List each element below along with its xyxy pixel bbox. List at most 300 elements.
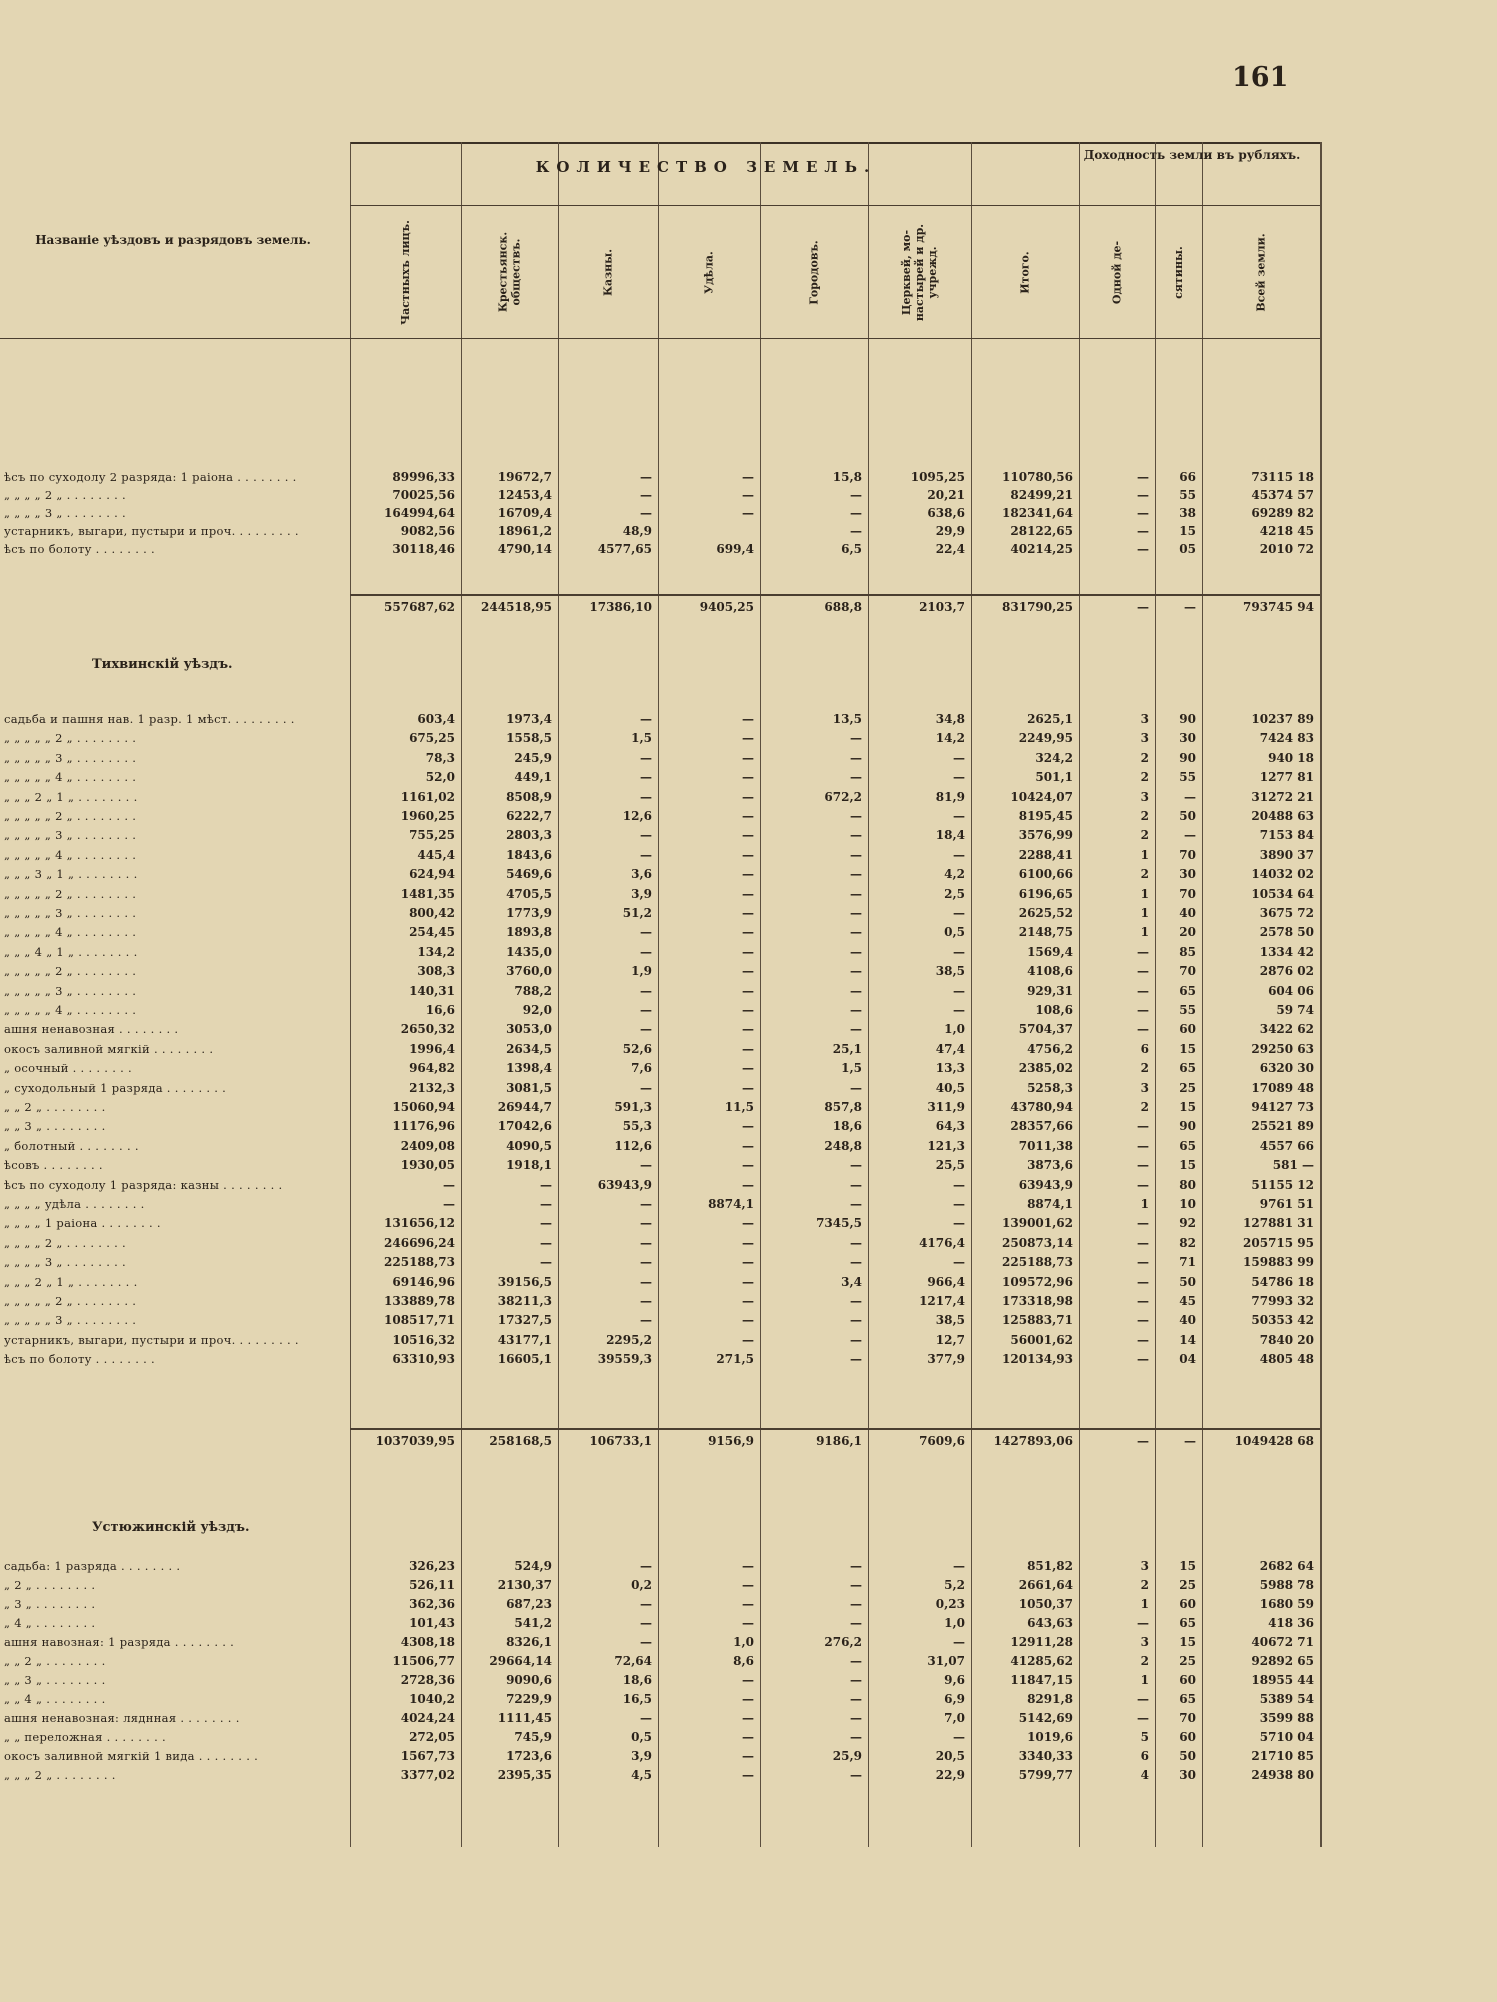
- row-value: 43177,1: [497, 1332, 552, 1347]
- row-value: 164994,64: [384, 506, 455, 520]
- row-value: —: [640, 1294, 652, 1308]
- row-value: 3: [1140, 712, 1149, 726]
- row-value: 449,1: [514, 770, 552, 785]
- row-value: 52,0: [425, 770, 455, 785]
- row-value: —: [850, 964, 862, 979]
- column-header: [1155, 208, 1202, 336]
- header-bottom-rule: [0, 338, 1320, 339]
- row-value: 745,9: [514, 1730, 552, 1744]
- row-value: 22,4: [935, 542, 965, 556]
- row-value: 38: [1179, 506, 1196, 520]
- row-value: —: [850, 1332, 862, 1347]
- table-row: [0, 1195, 1497, 1213]
- row-value: —: [850, 1003, 862, 1017]
- row-value: 28357,66: [1010, 1119, 1073, 1134]
- row-value: 2148,75: [1018, 925, 1073, 940]
- row-value: 624,94: [409, 867, 455, 882]
- row-value: —: [742, 750, 754, 765]
- row-value: 7229,9: [506, 1692, 552, 1706]
- row-value: 2130,37: [497, 1578, 552, 1592]
- column-header: [658, 208, 760, 336]
- row-value: —: [1137, 1216, 1149, 1231]
- row-value: 69289 82: [1251, 506, 1314, 520]
- row-value: 15: [1179, 1100, 1196, 1114]
- row-value: 699,4: [716, 542, 754, 556]
- row-value: —: [742, 1274, 754, 1289]
- row-label: „ 2 „ . . . . . . . .: [4, 1578, 96, 1592]
- row-value: 1960,25: [400, 809, 455, 823]
- row-value: 70: [1179, 886, 1196, 901]
- row-value: 445,4: [417, 847, 455, 862]
- row-value: 110780,56: [1002, 470, 1073, 484]
- row-value: 326,23: [409, 1559, 455, 1573]
- row-value: —: [953, 1216, 965, 1231]
- row-value: 1: [1140, 925, 1149, 940]
- row-value: 4,2: [944, 867, 965, 882]
- row-value: —: [742, 789, 754, 804]
- row-label: окосъ заливной мягкій . . . . . . . .: [4, 1041, 214, 1056]
- row-value: —: [850, 1294, 862, 1308]
- row-value: 1,9: [631, 964, 652, 979]
- row-label: „ „ „ „ 1 раіона . . . . . . . .: [4, 1216, 161, 1231]
- row-value: 581 —: [1272, 1158, 1314, 1173]
- row-value: —: [640, 1635, 652, 1649]
- row-value: 1019,6: [1027, 1730, 1073, 1744]
- column-header: [461, 208, 558, 336]
- row-value: 1996,4: [409, 1041, 455, 1056]
- row-value: 0,23: [935, 1597, 965, 1611]
- row-value: —: [1137, 1352, 1149, 1367]
- row-value: 9090,6: [506, 1673, 552, 1687]
- row-value: 6100,66: [1018, 867, 1073, 882]
- column-header-label: сятины.: [1172, 245, 1185, 299]
- table-row: [0, 1614, 1497, 1632]
- row-value: —: [953, 1559, 965, 1573]
- row-value: 38,5: [935, 964, 965, 979]
- row-value: 3340,33: [1018, 1749, 1073, 1763]
- row-value: —: [742, 1041, 754, 1056]
- table-row: [0, 1253, 1497, 1271]
- row-value: —: [1137, 983, 1149, 998]
- row-label: окосъ заливной мягкій 1 вида . . . . . . . .: [4, 1749, 259, 1763]
- row-label: „ „ 2 „ . . . . . . . .: [4, 1654, 106, 1668]
- row-value: 250873,14: [1002, 1235, 1073, 1250]
- row-value: 4: [1140, 1768, 1149, 1782]
- row-value: 2: [1140, 809, 1149, 823]
- row-value: 13,5: [832, 712, 862, 726]
- row-value: 501,1: [1035, 770, 1073, 785]
- row-value: 1,0: [944, 1022, 965, 1037]
- row-value: 3: [1140, 1635, 1149, 1649]
- column-header-label: Одной де-: [1110, 240, 1124, 304]
- row-value: 82499,21: [1010, 488, 1073, 502]
- table-row: [0, 885, 1497, 903]
- row-value: —: [443, 1197, 455, 1211]
- row-value: 1: [1140, 1197, 1149, 1211]
- row-value: 60: [1179, 1730, 1196, 1744]
- row-value: —: [640, 1711, 652, 1725]
- row-value: 9082,56: [400, 524, 455, 538]
- row-value: —: [953, 847, 965, 862]
- row-value: 1843,6: [506, 847, 552, 862]
- row-value: 929,31: [1027, 983, 1073, 998]
- row-value: 271,5: [716, 1352, 754, 1367]
- row-value: —: [640, 1255, 652, 1270]
- row-value: 139001,62: [1002, 1216, 1073, 1231]
- row-value: —: [1137, 1616, 1149, 1630]
- row-value: —: [1137, 542, 1149, 556]
- row-value: 2: [1140, 1654, 1149, 1668]
- row-value: 3: [1140, 1080, 1149, 1095]
- row-value: —: [640, 828, 652, 843]
- row-value: —: [640, 1313, 652, 1328]
- row-value: 2625,52: [1018, 906, 1073, 920]
- row-value: 4577,65: [597, 542, 652, 556]
- row-value: 50353 42: [1251, 1313, 1314, 1328]
- row-value: 244518,95: [481, 600, 552, 614]
- row-value: 10: [1179, 1197, 1196, 1211]
- row-value: 15,8: [832, 470, 862, 484]
- row-value: 2,5: [944, 886, 965, 901]
- row-value: —: [742, 1235, 754, 1250]
- row-value: —: [1137, 506, 1149, 520]
- row-label: „ 3 „ . . . . . . . .: [4, 1597, 96, 1611]
- row-value: 6222,7: [506, 809, 552, 823]
- row-value: 643,63: [1027, 1616, 1073, 1630]
- row-label: ѣсовъ . . . . . . . .: [4, 1158, 103, 1173]
- row-value: 19672,7: [497, 470, 552, 484]
- row-value: 1334 42: [1259, 944, 1314, 959]
- row-label: „ суходольный 1 разряда . . . . . . . .: [4, 1080, 227, 1095]
- table-row: [0, 468, 1497, 486]
- column-header-label: Церквей, мо-настырей и др. учрежд.: [900, 223, 939, 321]
- row-value: 10516,32: [392, 1332, 455, 1347]
- row-value: 2103,7: [919, 600, 965, 614]
- row-value: 687,23: [506, 1597, 552, 1611]
- column-header: [1202, 208, 1320, 336]
- row-value: 788,2: [514, 983, 552, 998]
- row-value: 22,9: [935, 1768, 965, 1782]
- row-label: ѣсъ по болоту . . . . . . . .: [4, 1352, 155, 1367]
- row-value: —: [850, 1177, 862, 1192]
- row-value: —: [1137, 1119, 1149, 1134]
- row-value: 2661,64: [1018, 1578, 1073, 1592]
- row-value: —: [640, 983, 652, 998]
- header-land-income: Доходность земли въ рубляхъ.: [1083, 148, 1301, 162]
- row-value: 1435,0: [506, 944, 552, 959]
- row-value: 7424 83: [1259, 731, 1314, 746]
- row-value: —: [742, 1313, 754, 1328]
- row-value: 1569,4: [1027, 944, 1073, 959]
- row-label: „ болотный . . . . . . . .: [4, 1138, 139, 1153]
- row-value: 857,8: [824, 1100, 862, 1114]
- row-value: —: [850, 886, 862, 901]
- row-value: —: [1137, 1692, 1149, 1706]
- row-value: 4108,6: [1027, 964, 1073, 979]
- row-value: 15: [1179, 1635, 1196, 1649]
- row-value: —: [742, 731, 754, 746]
- row-value: 51155 12: [1251, 1177, 1314, 1192]
- row-value: 59 74: [1276, 1003, 1314, 1017]
- row-value: 31,07: [927, 1654, 965, 1668]
- row-value: 25: [1179, 1080, 1196, 1095]
- row-value: —: [953, 1197, 965, 1211]
- row-value: —: [850, 750, 862, 765]
- table-row: [0, 1156, 1497, 1174]
- row-value: —: [742, 983, 754, 998]
- row-value: 1723,6: [506, 1749, 552, 1763]
- row-value: 20488 63: [1251, 809, 1314, 823]
- row-label: „ „ „ „ „ 4 „ . . . . . . . .: [4, 1003, 137, 1017]
- row-value: 109572,96: [1002, 1274, 1073, 1289]
- row-value: —: [742, 1711, 754, 1725]
- table-row: [0, 729, 1497, 747]
- row-value: 3760,0: [506, 964, 552, 979]
- row-value: —: [540, 1197, 552, 1211]
- row-label: „ „ „ 2 „ 1 „ . . . . . . . .: [4, 789, 138, 804]
- row-value: 77993 32: [1251, 1294, 1314, 1308]
- row-value: 2682 64: [1259, 1559, 1314, 1573]
- row-value: 4218 45: [1259, 524, 1314, 538]
- row-value: 258168,5: [489, 1434, 552, 1448]
- row-value: 65: [1179, 1692, 1196, 1706]
- row-value: 1,0: [944, 1616, 965, 1630]
- row-value: 2288,41: [1018, 847, 1073, 862]
- row-value: 16709,4: [497, 506, 552, 520]
- row-value: 11,5: [724, 1100, 754, 1114]
- row-value: 63943,9: [1018, 1177, 1073, 1192]
- row-value: 4805 48: [1259, 1352, 1314, 1367]
- row-value: —: [640, 506, 652, 520]
- row-value: 6,9: [944, 1692, 965, 1706]
- row-label: „ „ „ „ 3 „ . . . . . . . .: [4, 1255, 126, 1270]
- row-value: —: [850, 1768, 862, 1782]
- row-value: 48,9: [622, 524, 652, 538]
- row-value: —: [742, 488, 754, 502]
- row-value: 3675 72: [1259, 906, 1314, 920]
- row-value: —: [850, 1654, 862, 1668]
- row-value: —: [850, 1022, 862, 1037]
- row-value: 4,5: [631, 1768, 652, 1782]
- row-value: 8508,9: [506, 789, 552, 804]
- row-value: 6: [1140, 1749, 1149, 1763]
- row-value: 41285,62: [1010, 1654, 1073, 1668]
- row-value: —: [742, 1332, 754, 1347]
- row-value: 0,5: [944, 925, 965, 940]
- row-value: 3599 88: [1259, 1711, 1314, 1725]
- row-value: —: [953, 1177, 965, 1192]
- row-value: —: [1184, 1434, 1196, 1448]
- row-value: —: [850, 1597, 862, 1611]
- row-value: —: [640, 1616, 652, 1630]
- row-value: 4705,5: [506, 886, 552, 901]
- row-value: —: [742, 1730, 754, 1744]
- row-value: —: [640, 470, 652, 484]
- row-value: —: [640, 847, 652, 862]
- row-value: 8874,1: [1027, 1197, 1073, 1211]
- row-value: 56001,62: [1010, 1332, 1073, 1347]
- row-value: 29664,14: [489, 1654, 552, 1668]
- row-value: 14032 02: [1251, 867, 1314, 882]
- row-value: —: [742, 944, 754, 959]
- row-value: —: [1137, 524, 1149, 538]
- row-label: „ „ „ „ „ 2 „ . . . . . . . .: [4, 1294, 137, 1308]
- row-value: —: [443, 1177, 455, 1192]
- table-row: [0, 943, 1497, 961]
- row-value: 63943,9: [597, 1177, 652, 1192]
- row-value: —: [953, 906, 965, 920]
- row-value: —: [953, 983, 965, 998]
- row-value: 5,2: [944, 1578, 965, 1592]
- row-value: —: [850, 506, 862, 520]
- row-value: —: [850, 1692, 862, 1706]
- row-value: 793745 94: [1243, 600, 1314, 614]
- row-value: 3053,0: [506, 1022, 552, 1037]
- row-value: 377,9: [927, 1352, 965, 1367]
- column-header: [760, 208, 868, 336]
- header-land-quantity: КОЛИЧЕСТВО ЗЕМЕЛЬ.: [535, 158, 877, 176]
- table-row: [0, 486, 1497, 504]
- row-value: 966,4: [927, 1274, 965, 1289]
- row-value: 15: [1179, 1158, 1196, 1173]
- row-label: „ 4 „ . . . . . . . .: [4, 1616, 96, 1630]
- row-value: 308,3: [417, 964, 455, 979]
- column-header: [350, 208, 461, 336]
- row-value: 755,25: [409, 828, 455, 843]
- row-value: 9,6: [944, 1673, 965, 1687]
- row-value: —: [742, 1768, 754, 1782]
- row-label: ашня ненавозная . . . . . . . .: [4, 1022, 179, 1037]
- row-value: 1567,73: [400, 1749, 455, 1763]
- table-row: [0, 923, 1497, 941]
- row-value: —: [742, 964, 754, 979]
- row-value: 2010 72: [1259, 542, 1314, 556]
- row-value: 5258,3: [1027, 1080, 1073, 1095]
- table-row: [0, 1709, 1497, 1727]
- row-value: 65: [1179, 1061, 1196, 1076]
- table-row: [0, 749, 1497, 767]
- row-value: 638,6: [927, 506, 965, 520]
- row-value: —: [640, 789, 652, 804]
- table-row: [0, 807, 1497, 825]
- row-value: 3,9: [631, 1749, 652, 1763]
- row-value: —: [953, 1635, 965, 1649]
- row-value: 8195,45: [1018, 809, 1073, 823]
- row-label: „ „ переложная . . . . . . . .: [4, 1730, 166, 1744]
- row-value: —: [742, 770, 754, 785]
- row-value: 18955 44: [1251, 1673, 1314, 1687]
- row-value: —: [850, 1197, 862, 1211]
- row-value: 1,5: [841, 1061, 862, 1076]
- row-value: 248,8: [824, 1138, 862, 1153]
- row-value: 120134,93: [1002, 1352, 1073, 1367]
- row-value: —: [953, 1003, 965, 1017]
- row-value: —: [742, 1749, 754, 1763]
- row-value: —: [850, 983, 862, 998]
- row-value: 5469,6: [506, 867, 552, 882]
- row-value: —: [640, 1022, 652, 1037]
- row-label: „ „ „ „ 2 „ . . . . . . . .: [4, 488, 126, 502]
- row-value: 29,9: [935, 524, 965, 538]
- row-value: 7,0: [944, 1711, 965, 1725]
- row-value: —: [640, 1235, 652, 1250]
- row-value: 182341,64: [1002, 506, 1073, 520]
- row-value: 92: [1179, 1216, 1196, 1231]
- table-row: [0, 1020, 1497, 1038]
- row-value: 7609,6: [919, 1434, 965, 1448]
- table-row: [0, 1176, 1497, 1194]
- section-title: Устюжинскій уѣздъ.: [92, 1520, 250, 1535]
- row-value: —: [640, 925, 652, 940]
- table-frame-top: [350, 142, 1320, 144]
- header-divider: [350, 205, 1320, 206]
- row-value: 15: [1179, 1041, 1196, 1056]
- row-value: 2409,08: [400, 1138, 455, 1153]
- row-value: 5: [1140, 1730, 1149, 1744]
- table-row: [0, 1595, 1497, 1613]
- table-row: [0, 540, 1497, 558]
- row-label: „ „ „ „ 2 „ . . . . . . . .: [4, 1235, 126, 1250]
- row-value: 15: [1179, 524, 1196, 538]
- row-value: —: [742, 1119, 754, 1134]
- row-value: 246696,24: [384, 1235, 455, 1250]
- row-value: —: [850, 1730, 862, 1744]
- row-value: 2625,1: [1027, 712, 1073, 726]
- row-label: „ „ „ „ „ 3 „ . . . . . . . .: [4, 983, 137, 998]
- row-label: „ „ 4 „ . . . . . . . .: [4, 1692, 106, 1706]
- row-label: „ „ 3 „ . . . . . . . .: [4, 1119, 106, 1134]
- table-row: [0, 1059, 1497, 1077]
- row-value: —: [640, 750, 652, 765]
- row-value: 1161,02: [400, 789, 455, 804]
- row-value: —: [953, 809, 965, 823]
- row-value: 121,3: [927, 1138, 965, 1153]
- row-value: 2634,5: [506, 1041, 552, 1056]
- row-value: 12453,4: [497, 488, 552, 502]
- row-value: 831790,25: [1002, 600, 1073, 614]
- table-row: [0, 904, 1497, 922]
- row-value: 50: [1179, 1749, 1196, 1763]
- row-value: 362,36: [409, 1597, 455, 1611]
- row-value: 4557 66: [1259, 1138, 1314, 1153]
- section-title: Тихвинскій уѣздъ.: [92, 657, 233, 672]
- row-value: 1930,05: [400, 1158, 455, 1173]
- row-value: 55: [1179, 1003, 1196, 1017]
- table-row: [0, 1311, 1497, 1329]
- row-value: 4790,14: [497, 542, 552, 556]
- table-row: [0, 1079, 1497, 1097]
- table-row: [0, 1292, 1497, 1310]
- row-value: 60: [1179, 1673, 1196, 1687]
- row-value: —: [640, 1158, 652, 1173]
- row-value: —: [742, 1061, 754, 1076]
- row-value: 311,9: [927, 1100, 965, 1114]
- row-value: —: [640, 1216, 652, 1231]
- row-value: 1: [1140, 847, 1149, 862]
- row-label: ѣсъ по суходолу 2 разряда: 1 раіона . . . . . . . .: [4, 470, 297, 484]
- row-value: 55: [1179, 770, 1196, 785]
- row-value: 8874,1: [708, 1197, 754, 1211]
- table-row: [0, 1690, 1497, 1708]
- row-value: —: [742, 1255, 754, 1270]
- row-value: 2: [1140, 1061, 1149, 1076]
- row-value: 55: [1179, 488, 1196, 502]
- row-value: 18961,2: [497, 524, 552, 538]
- row-value: —: [640, 488, 652, 502]
- row-value: 18,4: [935, 828, 965, 843]
- row-label: „ „ „ „ „ 2 „ . . . . . . . .: [4, 964, 137, 979]
- row-value: 60: [1179, 1022, 1196, 1037]
